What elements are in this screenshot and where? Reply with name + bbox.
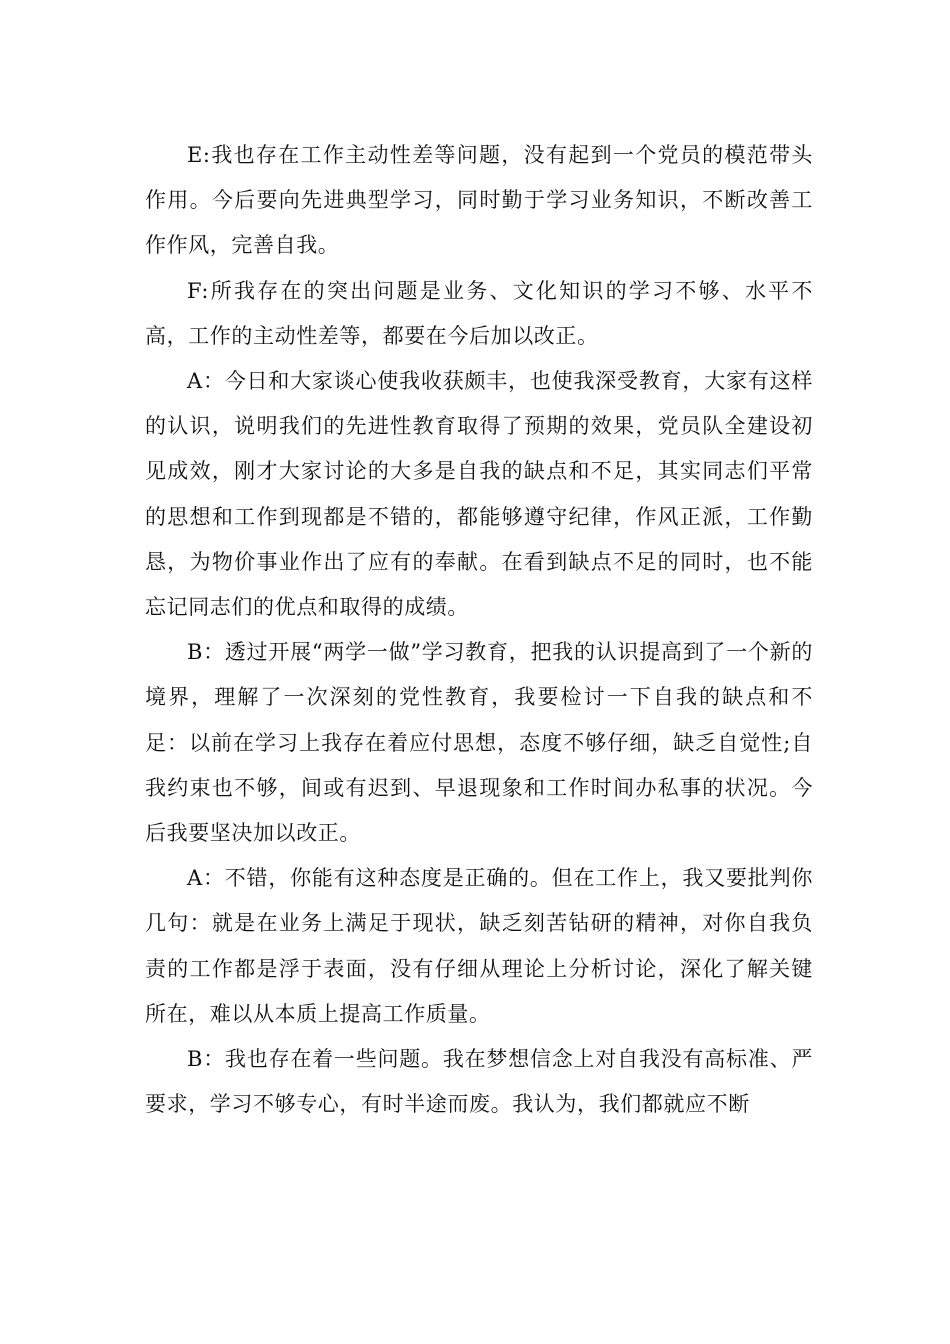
paragraph-a-2: A：不错，你能有这种态度是正确的。但在工作上，我又要批判你几句：就是在业务上满足于现状，缺乏刻苦钻研的精神，对你自我负责的工作都是浮于表面，没有仔细从理论上分析讨论，深化了解关键所在，难以从本质上提高工作质量。 bbox=[145, 866, 813, 1026]
paragraph-a-1: A：今日和大家谈心使我收获颇丰，也使我深受教育，大家有这样的认识，说明我们的先进性教育取得了预期的效果，党员队全建设初见成效，刚才大家讨论的大多是自我的缺点和不足，其实同志们平常的思想和工作到现都是不错的，都能够遵守纪律，作风正派，工作勤恳，为物价事业作出了应有的奉献。在看到缺点不足的同时，也不能忘记同志们的优点和取得的成绩。 bbox=[145, 369, 813, 620]
paragraph-b-2: B：我也存在着一些问题。我在梦想信念上对自我没有高标准、严要求，学习不够专心，有时半途而废。我认为，我们都就应不断 bbox=[145, 1047, 813, 1117]
document-body bbox=[145, 133, 813, 1127]
paragraph-f: F:所我存在的突出问题是业务、文化知识的学习不够、水平不高，工作的主动性差等，都要在今后加以改正。 bbox=[145, 278, 813, 348]
paragraph-e: E:我也存在工作主动性差等问题，没有起到一个党员的模范带头作用。今后要向先进典型学习，同时勤于学习业务知识，不断改善工作作风，完善自我。 bbox=[145, 143, 813, 258]
paragraph-b-1: B：透过开展“两学一做”学习教育，把我的认识提高到了一个新的境界，理解了一次深刻的党性教育，我要检讨一下自我的缺点和不足：以前在学习上我存在着应付思想，态度不够仔细，缺乏自觉性;自我约束也不够，间或有迟到、早退现象和工作时间办私事的状况。今后我要坚决加以改正。 bbox=[145, 640, 813, 846]
